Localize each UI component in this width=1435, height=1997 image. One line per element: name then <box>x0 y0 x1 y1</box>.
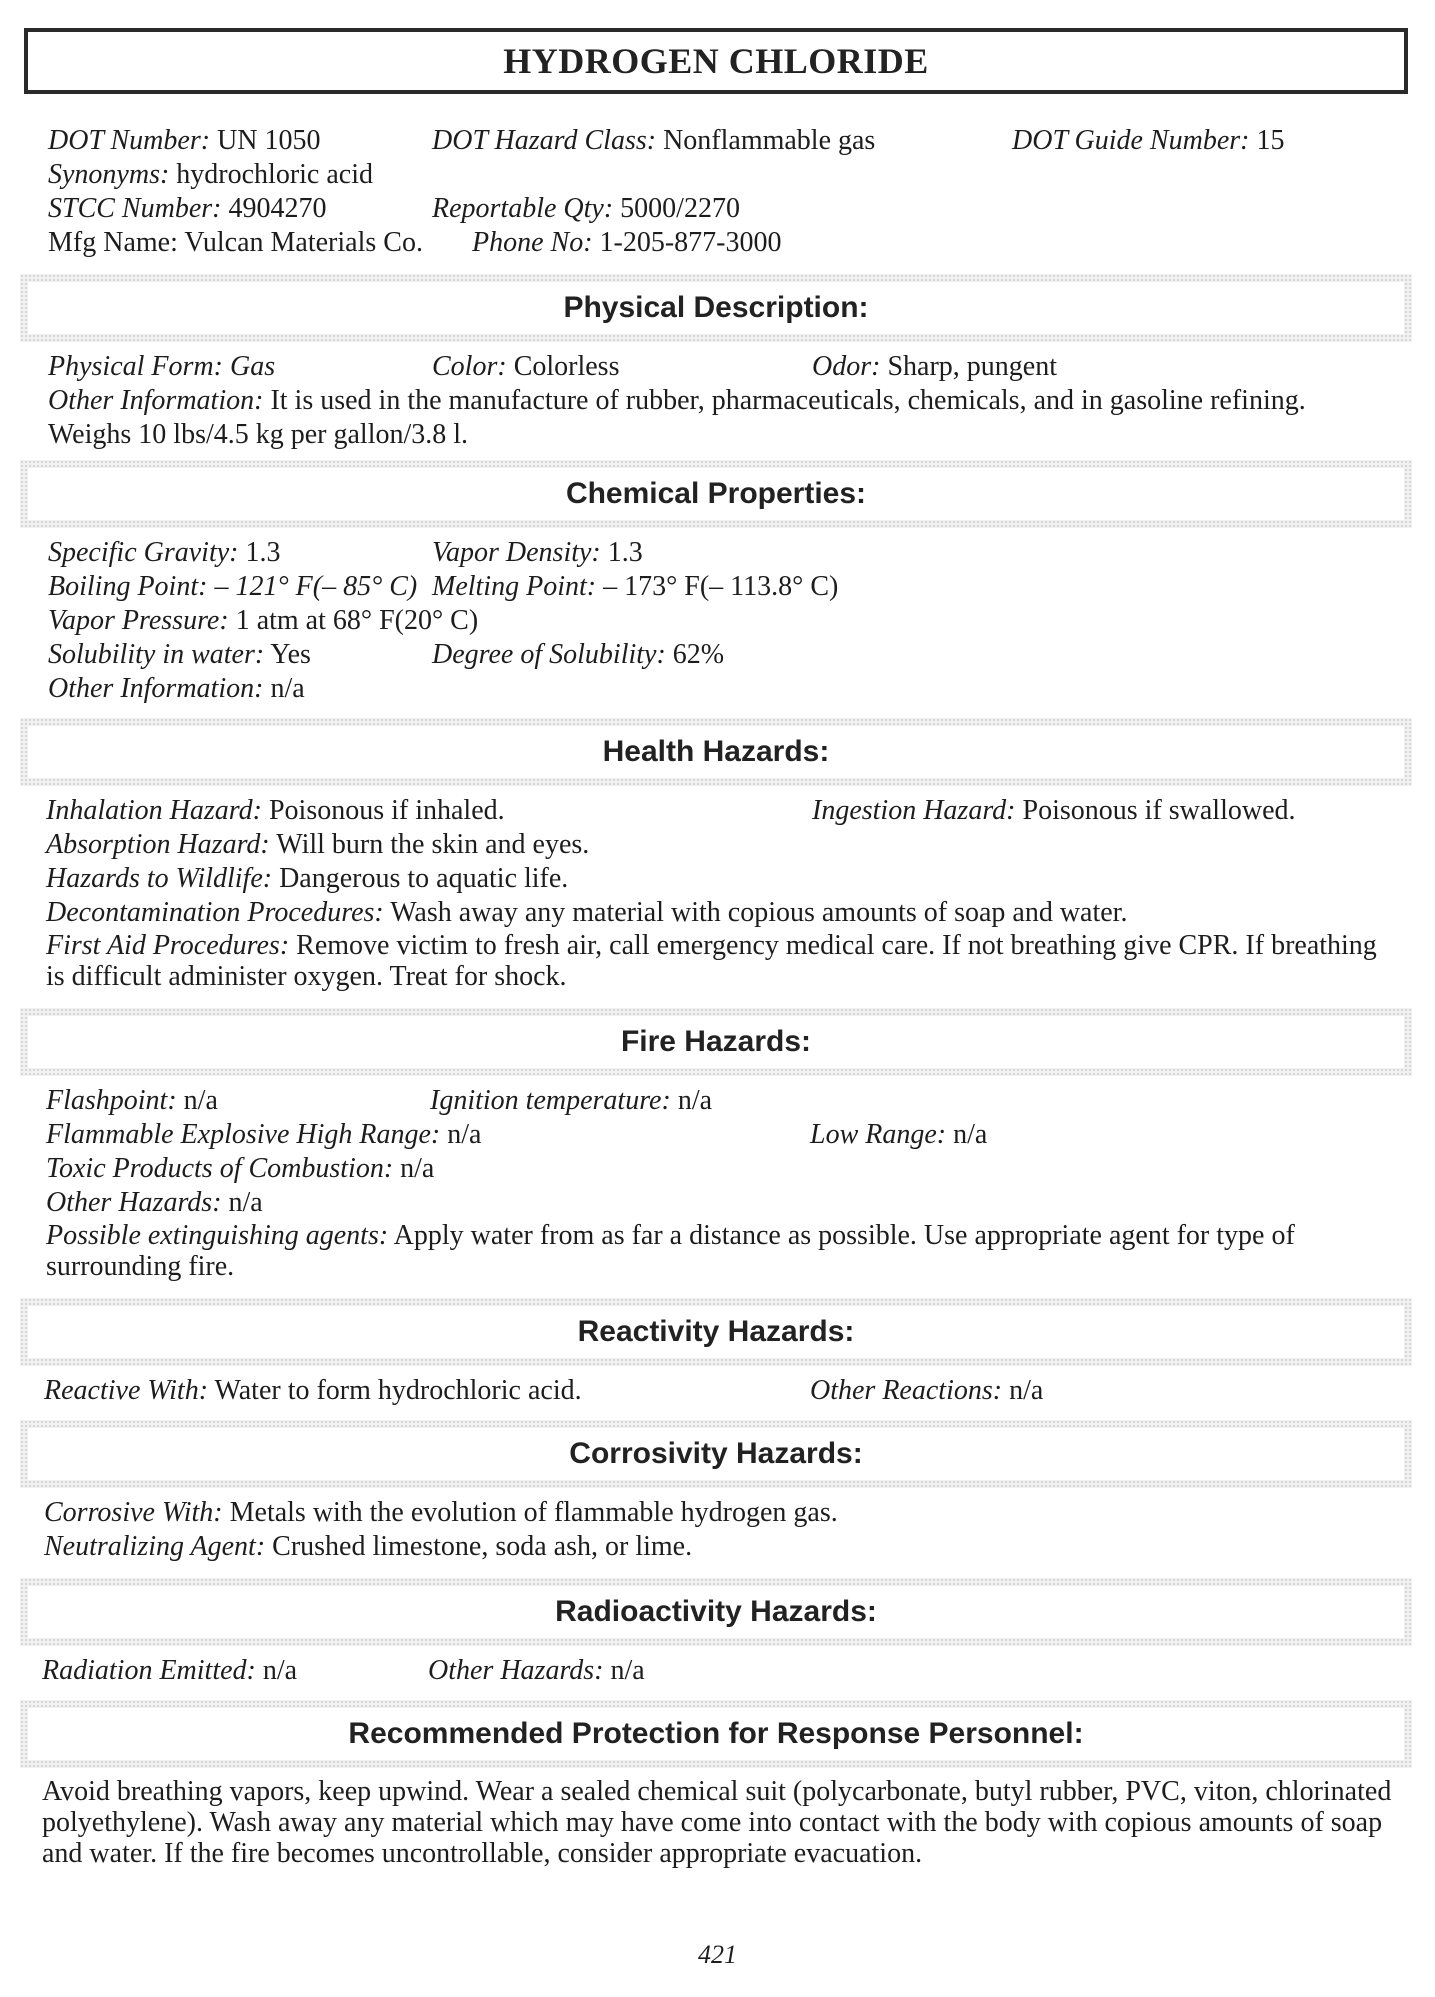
corrosive-with: Corrosive With: Metals with the evolution of flammable hydrogen gas. <box>44 1497 838 1528</box>
title-box <box>24 28 1408 94</box>
section-protection <box>20 1700 1412 1768</box>
section-heading: Corrosivity Hazards: <box>569 1437 863 1470</box>
reportable-qty: Reportable Qty: 5000/2270 <box>432 193 740 224</box>
absorption-hazard: Absorption Hazard: Will burn the skin and eyes. <box>46 829 590 860</box>
flashpoint: Flashpoint: n/a <box>46 1085 218 1116</box>
degree-of-solubility: Degree of Solubility: 62% <box>432 639 725 670</box>
toxic-products-of-combustion: Toxic Products of Combustion: n/a <box>46 1153 435 1184</box>
first-aid-procedures: First Aid Procedures: Remove victim to fresh air, call emergency medical care. If not breathing give CPR. If breathing is difficult administer oxygen. Treat for shock. <box>46 930 1377 992</box>
section-health <box>20 718 1412 786</box>
physical-other-info: Other Information: It is used in the manufacture of rubber, pharmaceuticals, chemicals, and in gasoline refining. Weighs 10 lbs/4.5 kg per gallon/3.8 l. <box>48 385 1306 450</box>
physical-form: Physical Form: Gas <box>48 351 276 382</box>
fire-other-hazards: Other Hazards: n/a <box>46 1187 263 1218</box>
section-heading: Chemical Properties: <box>565 477 867 510</box>
section-heading: Fire Hazards: <box>620 1025 812 1058</box>
boiling-point: Boiling Point: – 121° F(– 85° C) <box>48 571 418 602</box>
section-heading: Reactivity Hazards: <box>577 1315 855 1348</box>
odor: Odor: Sharp, pungent <box>812 351 1057 382</box>
section-reactivity <box>20 1298 1412 1366</box>
section-fire <box>20 1008 1412 1076</box>
chemical-other-info: Other Information: n/a <box>48 673 305 704</box>
document-title: HYDROGEN CHLORIDE <box>503 41 929 81</box>
section-heading: Radioactivity Hazards: <box>555 1595 877 1628</box>
ignition-temperature: Ignition temperature: n/a <box>430 1085 713 1116</box>
specific-gravity: Specific Gravity: 1.3 <box>48 537 281 568</box>
vapor-pressure: Vapor Pressure: 1 atm at 68° F(20° C) <box>48 605 479 636</box>
section-heading: Recommended Protection for Response Personnel: <box>348 1717 1084 1750</box>
stcc-number: STCC Number: 4904270 <box>48 193 327 224</box>
other-reactions: Other Reactions: n/a <box>810 1375 1044 1406</box>
section-heading: Physical Description: <box>563 291 869 324</box>
dot-hazard-class: DOT Hazard Class: Nonflammable gas <box>432 125 876 156</box>
flammable-high-range: Flammable Explosive High Range: n/a <box>46 1119 482 1150</box>
vapor-density: Vapor Density: 1.3 <box>432 537 643 568</box>
radioactivity-other-hazards: Other Hazards: n/a <box>428 1655 645 1686</box>
page-number: 421 <box>698 1940 737 1969</box>
section-heading: Health Hazards: <box>602 735 830 768</box>
phone-number: Phone No: 1-205-877-3000 <box>472 227 782 258</box>
melting-point: Melting Point: – 173° F(– 113.8° C) <box>432 571 839 602</box>
radiation-emitted: Radiation Emitted: n/a <box>42 1655 298 1686</box>
decontamination-procedures: Decontamination Procedures: Wash away any material with copious amounts of soap and water. <box>46 897 1128 928</box>
dot-number: DOT Number: UN 1050 <box>48 125 321 156</box>
reactive-with: Reactive With: Water to form hydrochloric acid. <box>44 1375 582 1406</box>
low-range: Low Range: n/a <box>810 1119 988 1150</box>
solubility-in-water: Solubility in water: Yes <box>48 639 311 670</box>
protection-text: Avoid breathing vapors, keep upwind. Wear a sealed chemical suit (polycarbonate, butyl rubber, PVC, viton, chlorinated polyethylene). Wash away any material which may have come into contact with the body with copious amounts of soap and water. If the fire becomes uncontrollable, consider appropriate evacuation. <box>42 1776 1392 1869</box>
section-physical <box>20 274 1412 342</box>
extinguishing-agents: Possible extinguishing agents: Apply water from as far a distance as possible. Use appropriate agent for type of surrounding fire. <box>46 1220 1295 1282</box>
neutralizing-agent: Neutralizing Agent: Crushed limestone, soda ash, or lime. <box>44 1531 693 1562</box>
color: Color: Colorless <box>432 351 620 382</box>
section-chemical <box>20 460 1412 528</box>
synonyms: Synonyms: hydrochloric acid <box>48 159 373 190</box>
hazards-to-wildlife: Hazards to Wildlife: Dangerous to aquatic life. <box>46 863 569 894</box>
inhalation-hazard: Inhalation Hazard: Poisonous if inhaled. <box>46 795 505 826</box>
mfg-name: Mfg Name: Vulcan Materials Co. <box>48 227 423 258</box>
dot-guide-number: DOT Guide Number: 15 <box>1012 125 1285 156</box>
section-corrosivity <box>20 1420 1412 1488</box>
ingestion-hazard: Ingestion Hazard: Poisonous if swallowed. <box>812 795 1296 826</box>
section-radioactivity <box>20 1578 1412 1646</box>
